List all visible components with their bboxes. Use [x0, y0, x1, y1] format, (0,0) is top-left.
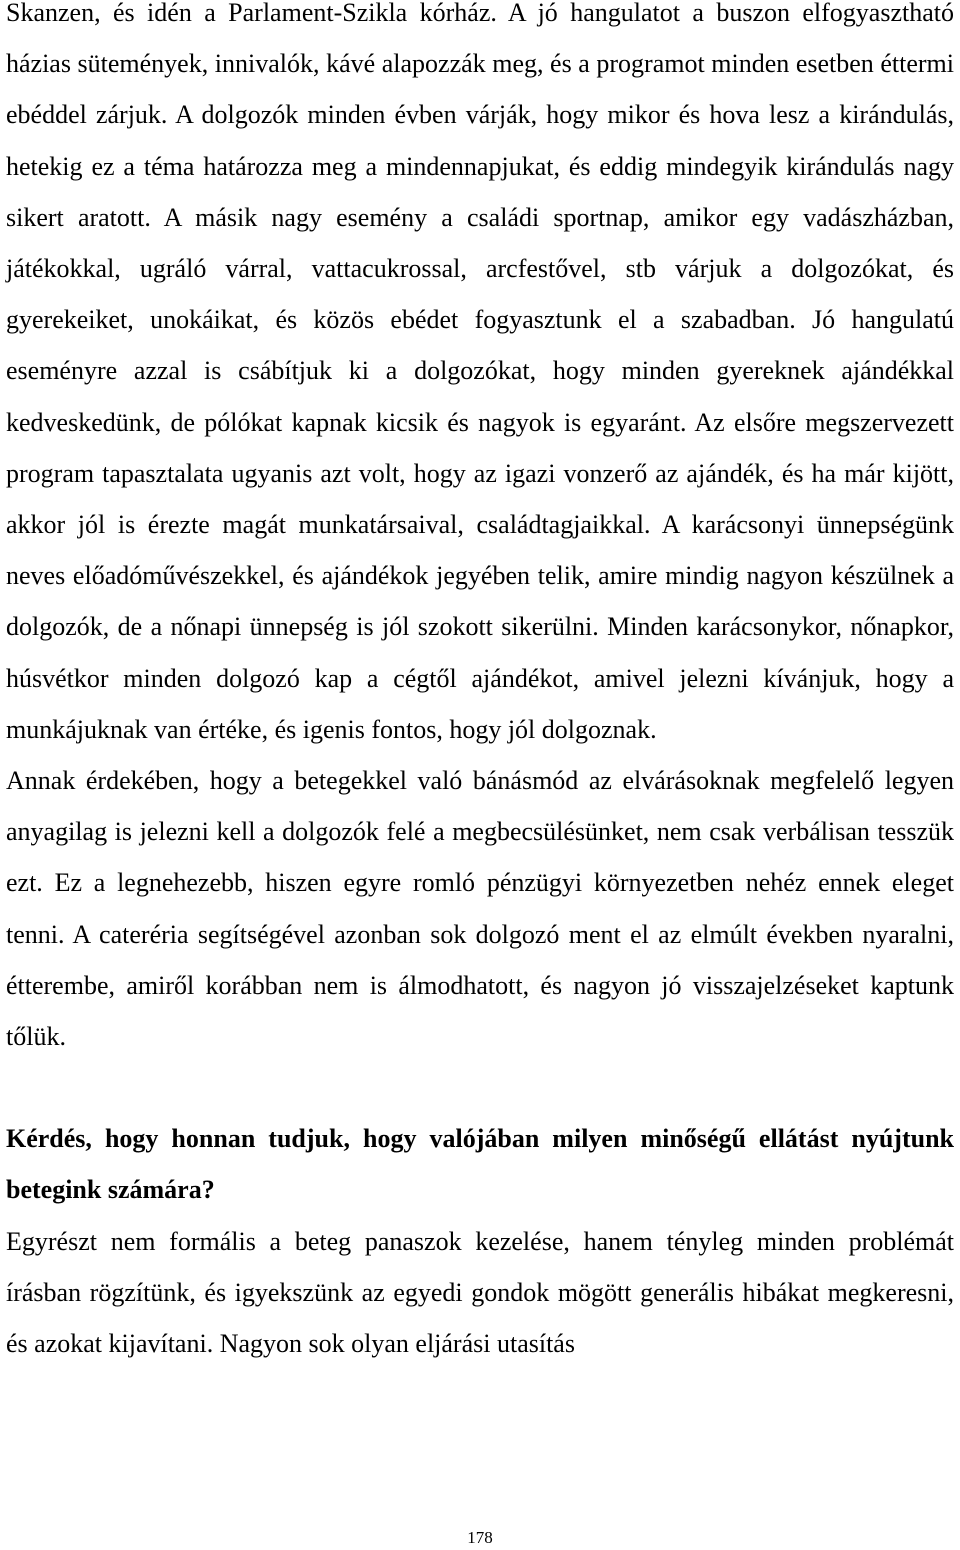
paragraph-financial-recognition: Annak érdekében, hogy a betegekkel való bánásmód az elvárásoknak megfelelő legyen anyagilag is jelezni kell a dolgozók felé a megbecsülésünket, nem csak verbálisan tesszük ezt. Ez a legnehezebb, hiszen egyre romló pénzügyi környezetben nehéz ennek eleget tenni. A cateréria segítségével azonban sok dolgozó ment el az elmúlt években nyaralni, étterembe, amiről korábban nem is álmodhatott, és nagyon jó visszajelzéseket kaptunk tőlük. — [6, 766, 954, 1052]
paragraph-complaint-handling: Egyrészt nem formális a beteg panaszok kezelése, hanem tényleg minden problémát írásban rögzítünk, és igyekszünk az egyedi gondok mögött generális hibákat megkeresni, és azokat kijavítani. Nagyon sok olyan eljárási utasítás — [6, 1226, 954, 1359]
section-question-heading: Kérdés, hogy honnan tudjuk, hogy valójában milyen minőségű ellátást nyújtunk betegink számára? — [6, 1124, 954, 1205]
paragraph-employee-events: Skanzen, és idén a Parlament-Szikla kórház. A jó hangulatot a buszon elfogyasztható házias sütemények, innivalók, kávé alapozzák meg, és a programot minden esetben éttermi ebéddel zárjuk. A dolgozók minden évben várják, hogy mikor és hova lesz a kirándulás, hetekig ez a téma határozza meg a mindennapjukat, és eddig mindegyik kirándulás nagy sikert aratott. A másik nagy esemény a családi sportnap, amikor egy vadászházban, játékokkal, ugráló várral, vattacukrossal, arcfestővel, stb várjuk a dolgozókat, és gyerekeiket, unokáikat, és közös ebédet fogyasztunk el a szabadban. Jó hangulatú eseményre azzal is csábítjuk ki a dolgozókat, hogy minden gyereknek ajándékkal kedveskedünk, de pólókat kapnak kicsik és nagyok is egyaránt. Az elsőre megszervezett program tapasztalata ugyanis azt volt, hogy az igazi vonzerő az ajándék, és ha már kijött, akkor jól is érezte magát munkatársaival, családtagjaikkal. A karácsonyi ünnepségünk neves előadóművészekkel, és ajándékok jegyében telik, amire mindig nagyon készülnek a dolgozók, de a nőnapi ünnepség is jól szokott sikerülni. Minden karácsonykor, nőnapkor, húsvétkor minden dolgozó kap a cégtől ajándékot, amivel jelezni kívánjuk, hogy a munkájuknak van értéke, és igenis fontos, hogy jól dolgoznak. — [6, 0, 954, 744]
page-number: 178 — [467, 1528, 493, 1547]
page-body — [6, 0, 954, 1369]
